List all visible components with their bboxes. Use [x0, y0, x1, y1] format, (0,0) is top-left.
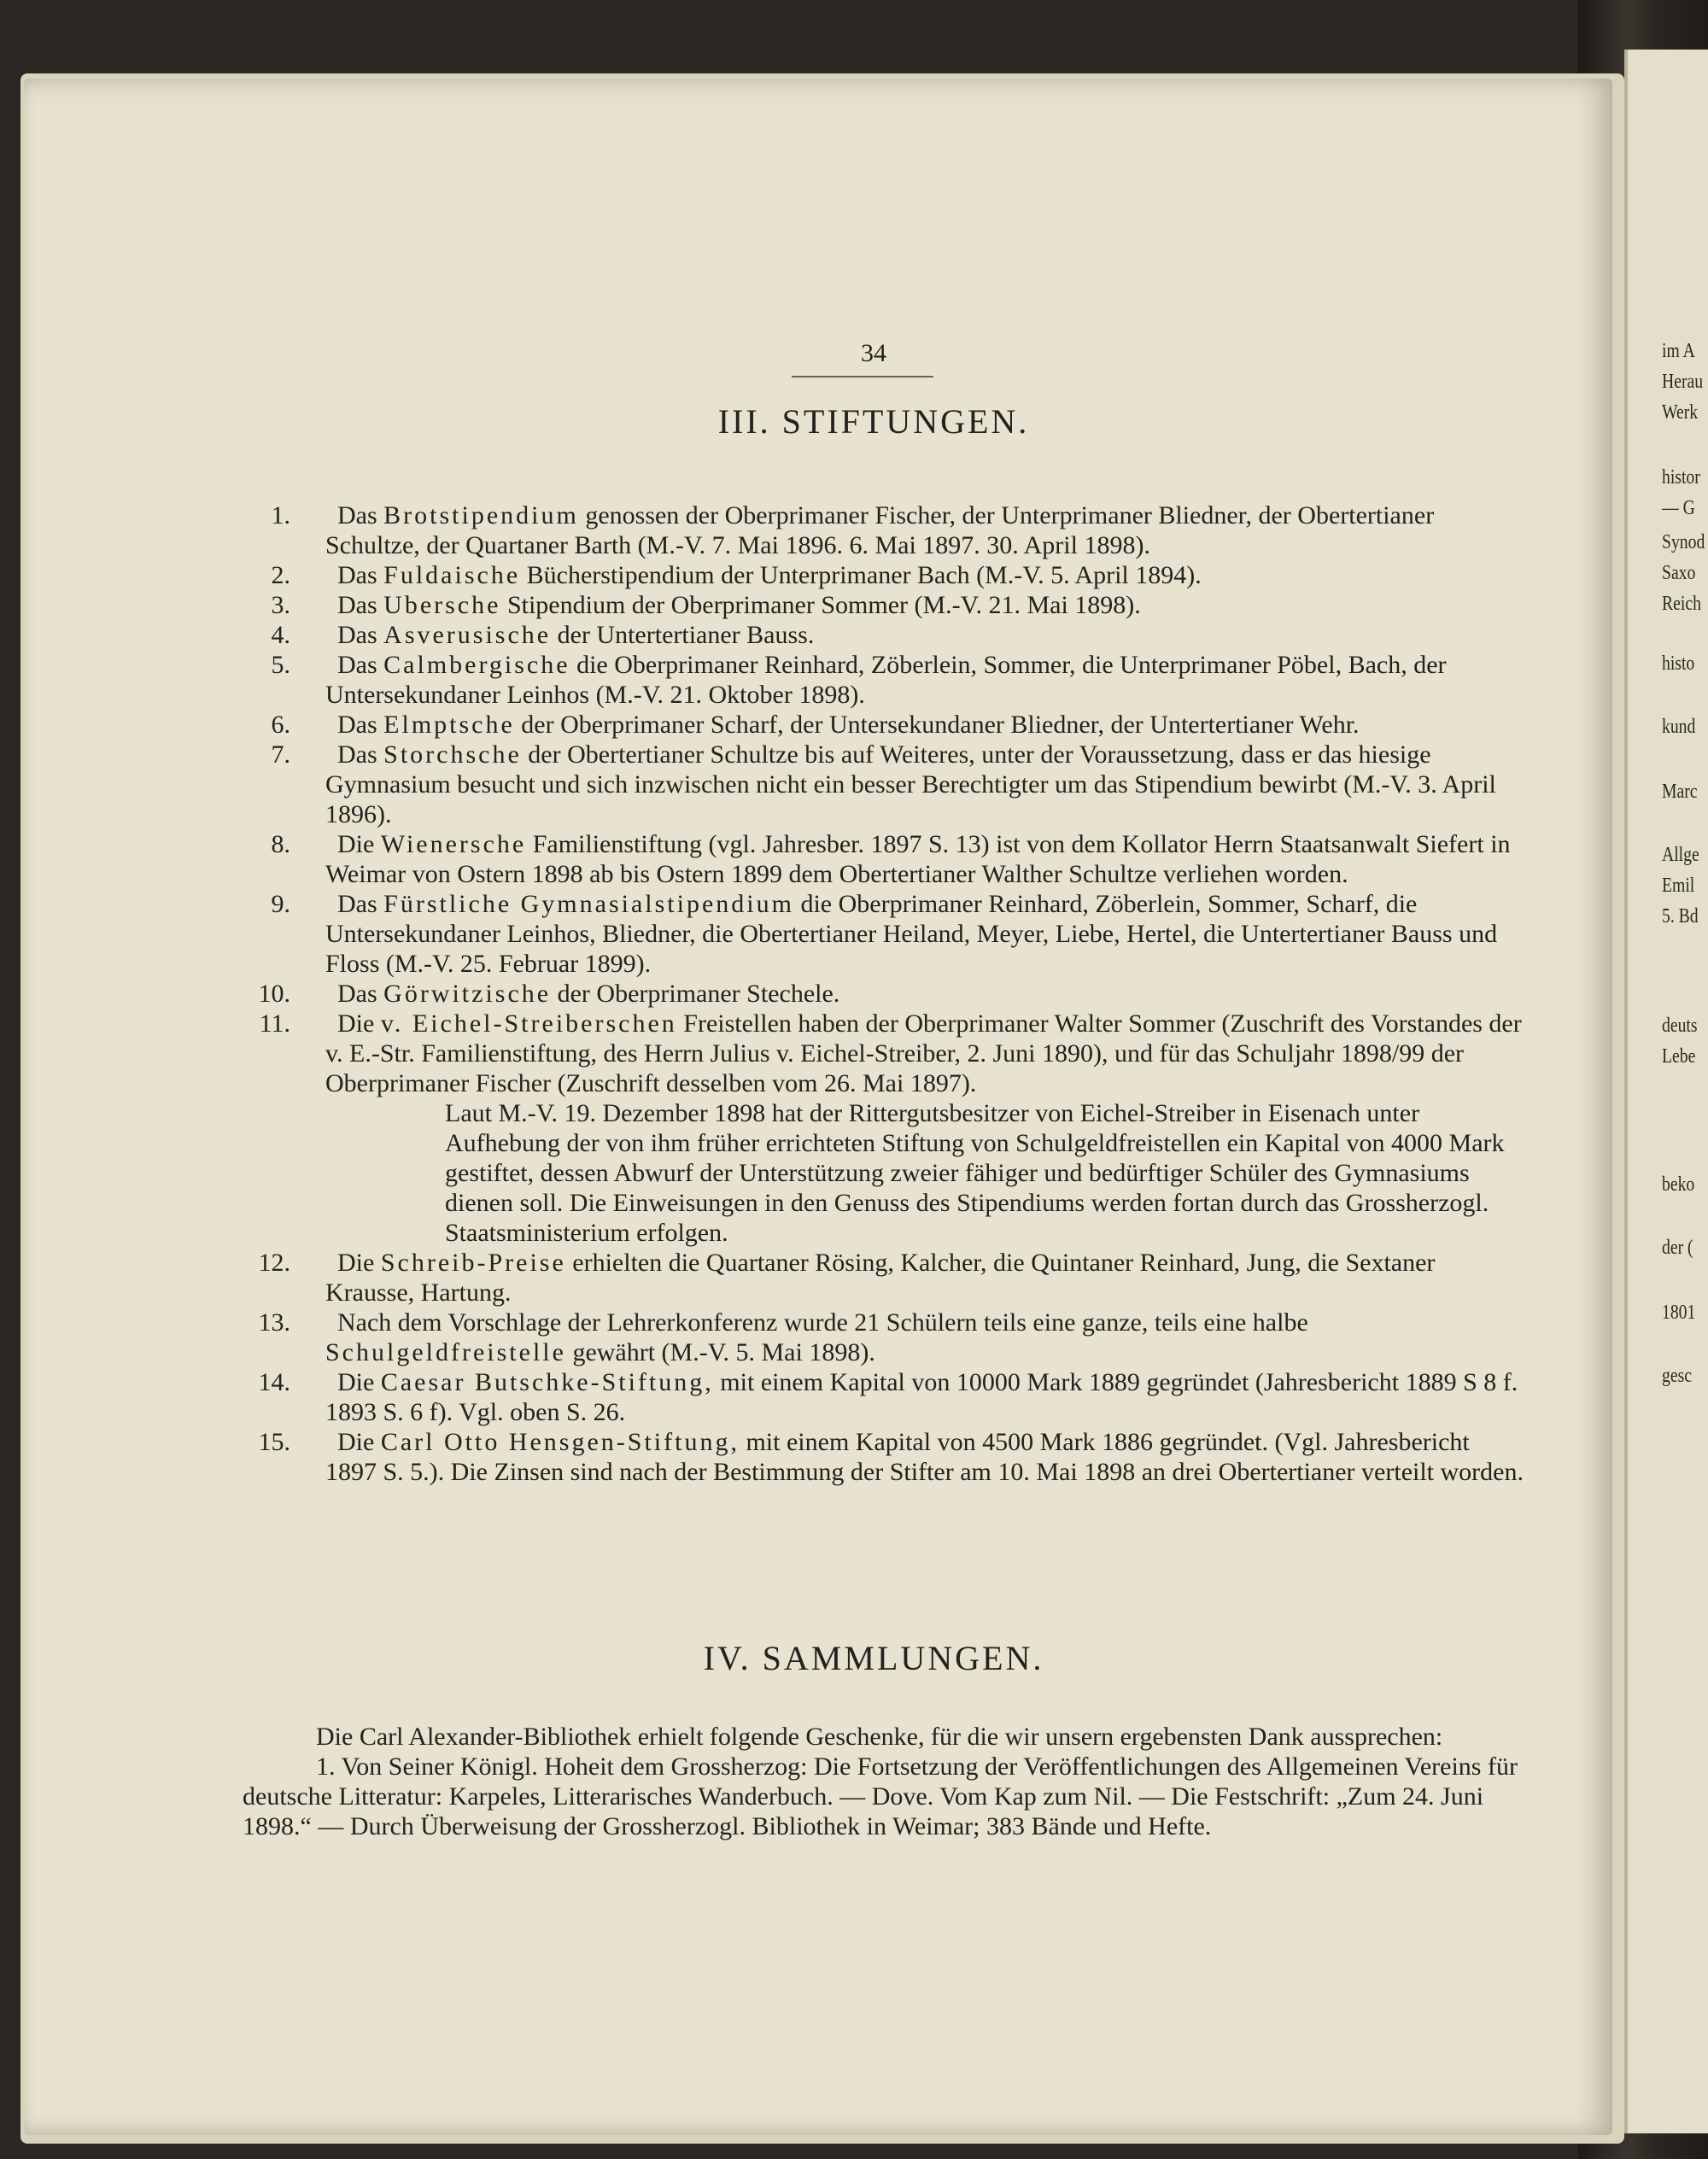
entry-title: Ubersche	[383, 591, 501, 619]
facing-fragment: Lebe	[1662, 1045, 1696, 1068]
entry-article: Das	[337, 501, 377, 530]
page-number-rule	[792, 376, 933, 377]
entry-article: Die	[337, 1249, 375, 1277]
entry-title: Caesar Butschke-Stiftung,	[380, 1368, 714, 1396]
entry-number: 1.	[271, 501, 290, 530]
list-item	[243, 650, 1527, 710]
facing-fragment: Werk	[1662, 401, 1699, 424]
sammlungen-intro: Die Carl Alexander-Bibliothek erhielt folgende Geschenke, für die wir unsern ergebensten Dank aussprechen:	[316, 1723, 1443, 1751]
entry-number: 2.	[271, 561, 290, 589]
list-item	[243, 1248, 1527, 1308]
entry-title: Fuldaische	[383, 561, 521, 589]
entry-article: Die	[337, 830, 375, 858]
facing-fragment: der (	[1662, 1237, 1693, 1259]
entry-article: Die	[337, 1428, 375, 1456]
facing-fragment: histo	[1662, 652, 1695, 675]
entry-body: der Oberprimaner Stechele.	[557, 980, 840, 1008]
entry-number: 4.	[271, 621, 290, 649]
entry-body: Bücherstipendium der Unterprimaner Bach (M.-V. 5. April 1894).	[526, 561, 1202, 589]
entry-body: der Oberprimaner Scharf, der Untersekundaner Bliedner, der Untertertianer Wehr.	[521, 711, 1360, 739]
entry-article: Das	[337, 651, 377, 679]
entry-number: 14.	[258, 1368, 290, 1396]
entry-article: Das	[337, 621, 377, 649]
entry-body: die Oberprimaner Reinhard, Zöberlein, Sommer, die Unterprimaner Pöbel, Bach, der Untersekundaner Leinhos (M.-V. 21. Oktober 1898).	[325, 651, 1447, 709]
entry-article: Die	[337, 1368, 375, 1396]
entry-article: Das	[337, 740, 377, 769]
section-heading-stiftungen: III. STIFTUNGEN.	[717, 402, 1030, 441]
sammlungen-item-1: 1. Von Seiner Königl. Hoheit dem Grossherzog: Die Fortsetzung der Veröffentlichungen des Allgemeinen Vereins für deutsche Litteratur: Karpeles, Litterarisches Wanderbuch. — Dove. Vom Kap zum Nil. — Die Festschrift: „Zum 24. Juni 1898.“ — Durch Überweisung der Grossherzogl. Bibliothek in Weimar; 383 Bände und Hefte.	[243, 1752, 1518, 1840]
entry-body: erhielten die Quartaner Rösing, Kalcher, die Quintaner Reinhard, Jung, die Sextaner Krausse, Hartung.	[325, 1249, 1436, 1307]
entry-body: die Oberprimaner Reinhard, Zöberlein, Sommer, Scharf, die Untersekundaner Leinhos, Bliedner, die Obertertianer Heiland, Meyer, Liebe, Hertel, die Untertertianer Bauss und Floss (M.-V. 25. Februar 1899).	[325, 890, 1498, 978]
entry-number: 9.	[271, 890, 290, 918]
entry-number: 10.	[258, 980, 290, 1008]
entry-note: Laut M.-V. 19. Dezember 1898 hat der Rittergutsbesitzer von Eichel-Streiber in Eisenach unter Aufhebung der von ihm früher errichteten Stiftung von Schulgeldfreistellen ein Kapital von 4000 Mark gestiftet, dessen Abwurf der Unterstützung zweier fähiger und bedürftiger Schüler des Gymnasiums dienen soll. Die Einweisungen in den Genuss des Stipendiums werden fortan durch das Grossherzogl. Staatsministerium erfolgen.	[445, 1099, 1505, 1247]
entry-title: Carl Otto Hensgen-Stiftung,	[380, 1428, 740, 1456]
facing-fragment: 1801	[1662, 1302, 1696, 1324]
facing-fragment: Herau	[1662, 371, 1704, 393]
facing-fragment: Emil	[1662, 875, 1695, 897]
sammlungen-text	[243, 1722, 1527, 1841]
entry-body: genossen der Oberprimaner Fischer, der Unterprimaner Bliedner, der Obertertianer Schultze, der Quartaner Barth (M.-V. 7. Mai 1896. 6. Mai 1897. 30. April 1898).	[325, 501, 1435, 559]
list-item	[243, 1009, 1527, 1248]
facing-fragment: — G	[1662, 497, 1695, 519]
facing-fragment: gesc	[1662, 1365, 1692, 1387]
entry-article: Die	[337, 1009, 375, 1038]
entry-title: Wienersche	[380, 830, 527, 858]
list-item	[243, 1367, 1527, 1427]
entry-title: Storchsche	[383, 740, 522, 769]
entry-number: 15.	[258, 1428, 290, 1456]
entry-title: Elmptsche	[383, 711, 515, 739]
entry-body: Familienstiftung (vgl. Jahresber. 1897 S. 13) ist von dem Kollator Herrn Staatsanwalt Siefert in Weimar von Ostern 1898 ab bis Ostern 1899 dem Obertertianer Walther Schultze verliehen worden.	[325, 830, 1511, 888]
entry-number: 11.	[259, 1009, 290, 1038]
entry-title: Schreib-Preise	[380, 1249, 566, 1277]
entry-article: Das	[337, 561, 377, 589]
facing-fragment: 5. Bd	[1662, 905, 1699, 927]
entry-body: dem Vorschlage der Lehrerkonferenz wurde 21 Schülern teils eine ganze, teils eine halbe	[397, 1308, 1308, 1337]
list-item	[243, 710, 1527, 740]
entry-number: 8.	[271, 830, 290, 858]
facing-fragment: histor	[1662, 466, 1700, 489]
list-item	[243, 889, 1527, 979]
list-item	[243, 1427, 1527, 1487]
entry-number: 3.	[271, 591, 290, 619]
book-page	[24, 79, 1612, 2135]
facing-fragment: Marc	[1662, 781, 1698, 803]
entry-article: Das	[337, 980, 377, 1008]
facing-fragment: im A	[1662, 340, 1695, 362]
list-item	[243, 620, 1527, 650]
entry-article: Das	[337, 711, 377, 739]
entry-article: Nach	[337, 1308, 392, 1337]
entry-body: mit einem Kapital von 4500 Mark 1886 gegründet. (Vgl. Jahresbericht 1897 S. 5.). Die Zinsen sind nach der Bestimmung der Stifter am 10. Mai 1898 an drei Obertertianer verteilt worden.	[325, 1428, 1524, 1486]
list-item	[243, 1308, 1527, 1367]
facing-page	[1624, 50, 1708, 2133]
entry-title: v. Eichel-Streiberschen	[380, 1009, 677, 1038]
list-item	[243, 500, 1527, 560]
entry-body: Freistellen haben der Oberprimaner Walter Sommer (Zuschrift des Vorstandes der v. E.-Str. Familienstiftung, des Herrn Julius v. Eichel-Streiber, 2. Juni 1890), und für das Schuljahr 1898/99 der Oberprimaner Fischer (Zuschrift desselben vom 26. Mai 1897).	[325, 1009, 1522, 1097]
page-number: 34	[861, 339, 886, 367]
entry-title: Asverusische	[383, 621, 552, 649]
entry-number: 12.	[258, 1249, 290, 1277]
facing-fragment: Reich	[1662, 593, 1701, 615]
list-item	[243, 590, 1527, 620]
entry-article: Das	[337, 890, 377, 918]
facing-fragment: kund	[1662, 716, 1696, 738]
entry-title: Fürstliche Gymnasialstipendium	[383, 890, 794, 918]
entry-body: der Untertertianer Bauss.	[557, 621, 815, 649]
entry-number: 13.	[258, 1308, 290, 1337]
entry-title: Brotstipendium	[383, 501, 579, 530]
entry-number: 5.	[271, 651, 290, 679]
list-item	[243, 979, 1527, 1009]
entry-body-continued: gewährt (M.-V. 5. Mai 1898).	[572, 1338, 875, 1366]
entry-article: Das	[337, 591, 377, 619]
facing-fragment: Allge	[1662, 844, 1699, 866]
list-item	[243, 560, 1527, 590]
facing-fragment: deuts	[1662, 1015, 1698, 1037]
entry-title: Görwitzische	[383, 980, 552, 1008]
entry-title: Schulgeldfreistelle	[325, 1338, 566, 1366]
section-heading-sammlungen: IV. SAMMLUNGEN.	[703, 1639, 1044, 1677]
entry-body: der Obertertianer Schultze bis auf Weiteres, unter der Voraussetzung, dass er das hiesige Gymnasium besucht und sich inzwischen nicht ein besser Berechtigter um das Stipendium bewirbt (M.-V. 3. April 1896).	[325, 740, 1496, 828]
facing-fragment: Saxo	[1662, 562, 1696, 584]
entry-title: Calmbergische	[383, 651, 570, 679]
list-item	[243, 740, 1527, 829]
entry-body: mit einem Kapital von 10000 Mark 1889 gegründet (Jahresbericht 1889 S 8 f. 1893 S. 6 f). Vgl. oben S. 26.	[325, 1368, 1518, 1426]
entry-number: 7.	[271, 740, 290, 769]
entry-body: Stipendium der Oberprimaner Sommer (M.-V. 21. Mai 1898).	[506, 591, 1141, 619]
facing-fragment: beko	[1662, 1173, 1695, 1196]
entry-number: 6.	[271, 711, 290, 739]
list-item	[243, 829, 1527, 889]
facing-fragment: Synod	[1662, 531, 1705, 553]
stiftungen-list	[243, 500, 1527, 1487]
